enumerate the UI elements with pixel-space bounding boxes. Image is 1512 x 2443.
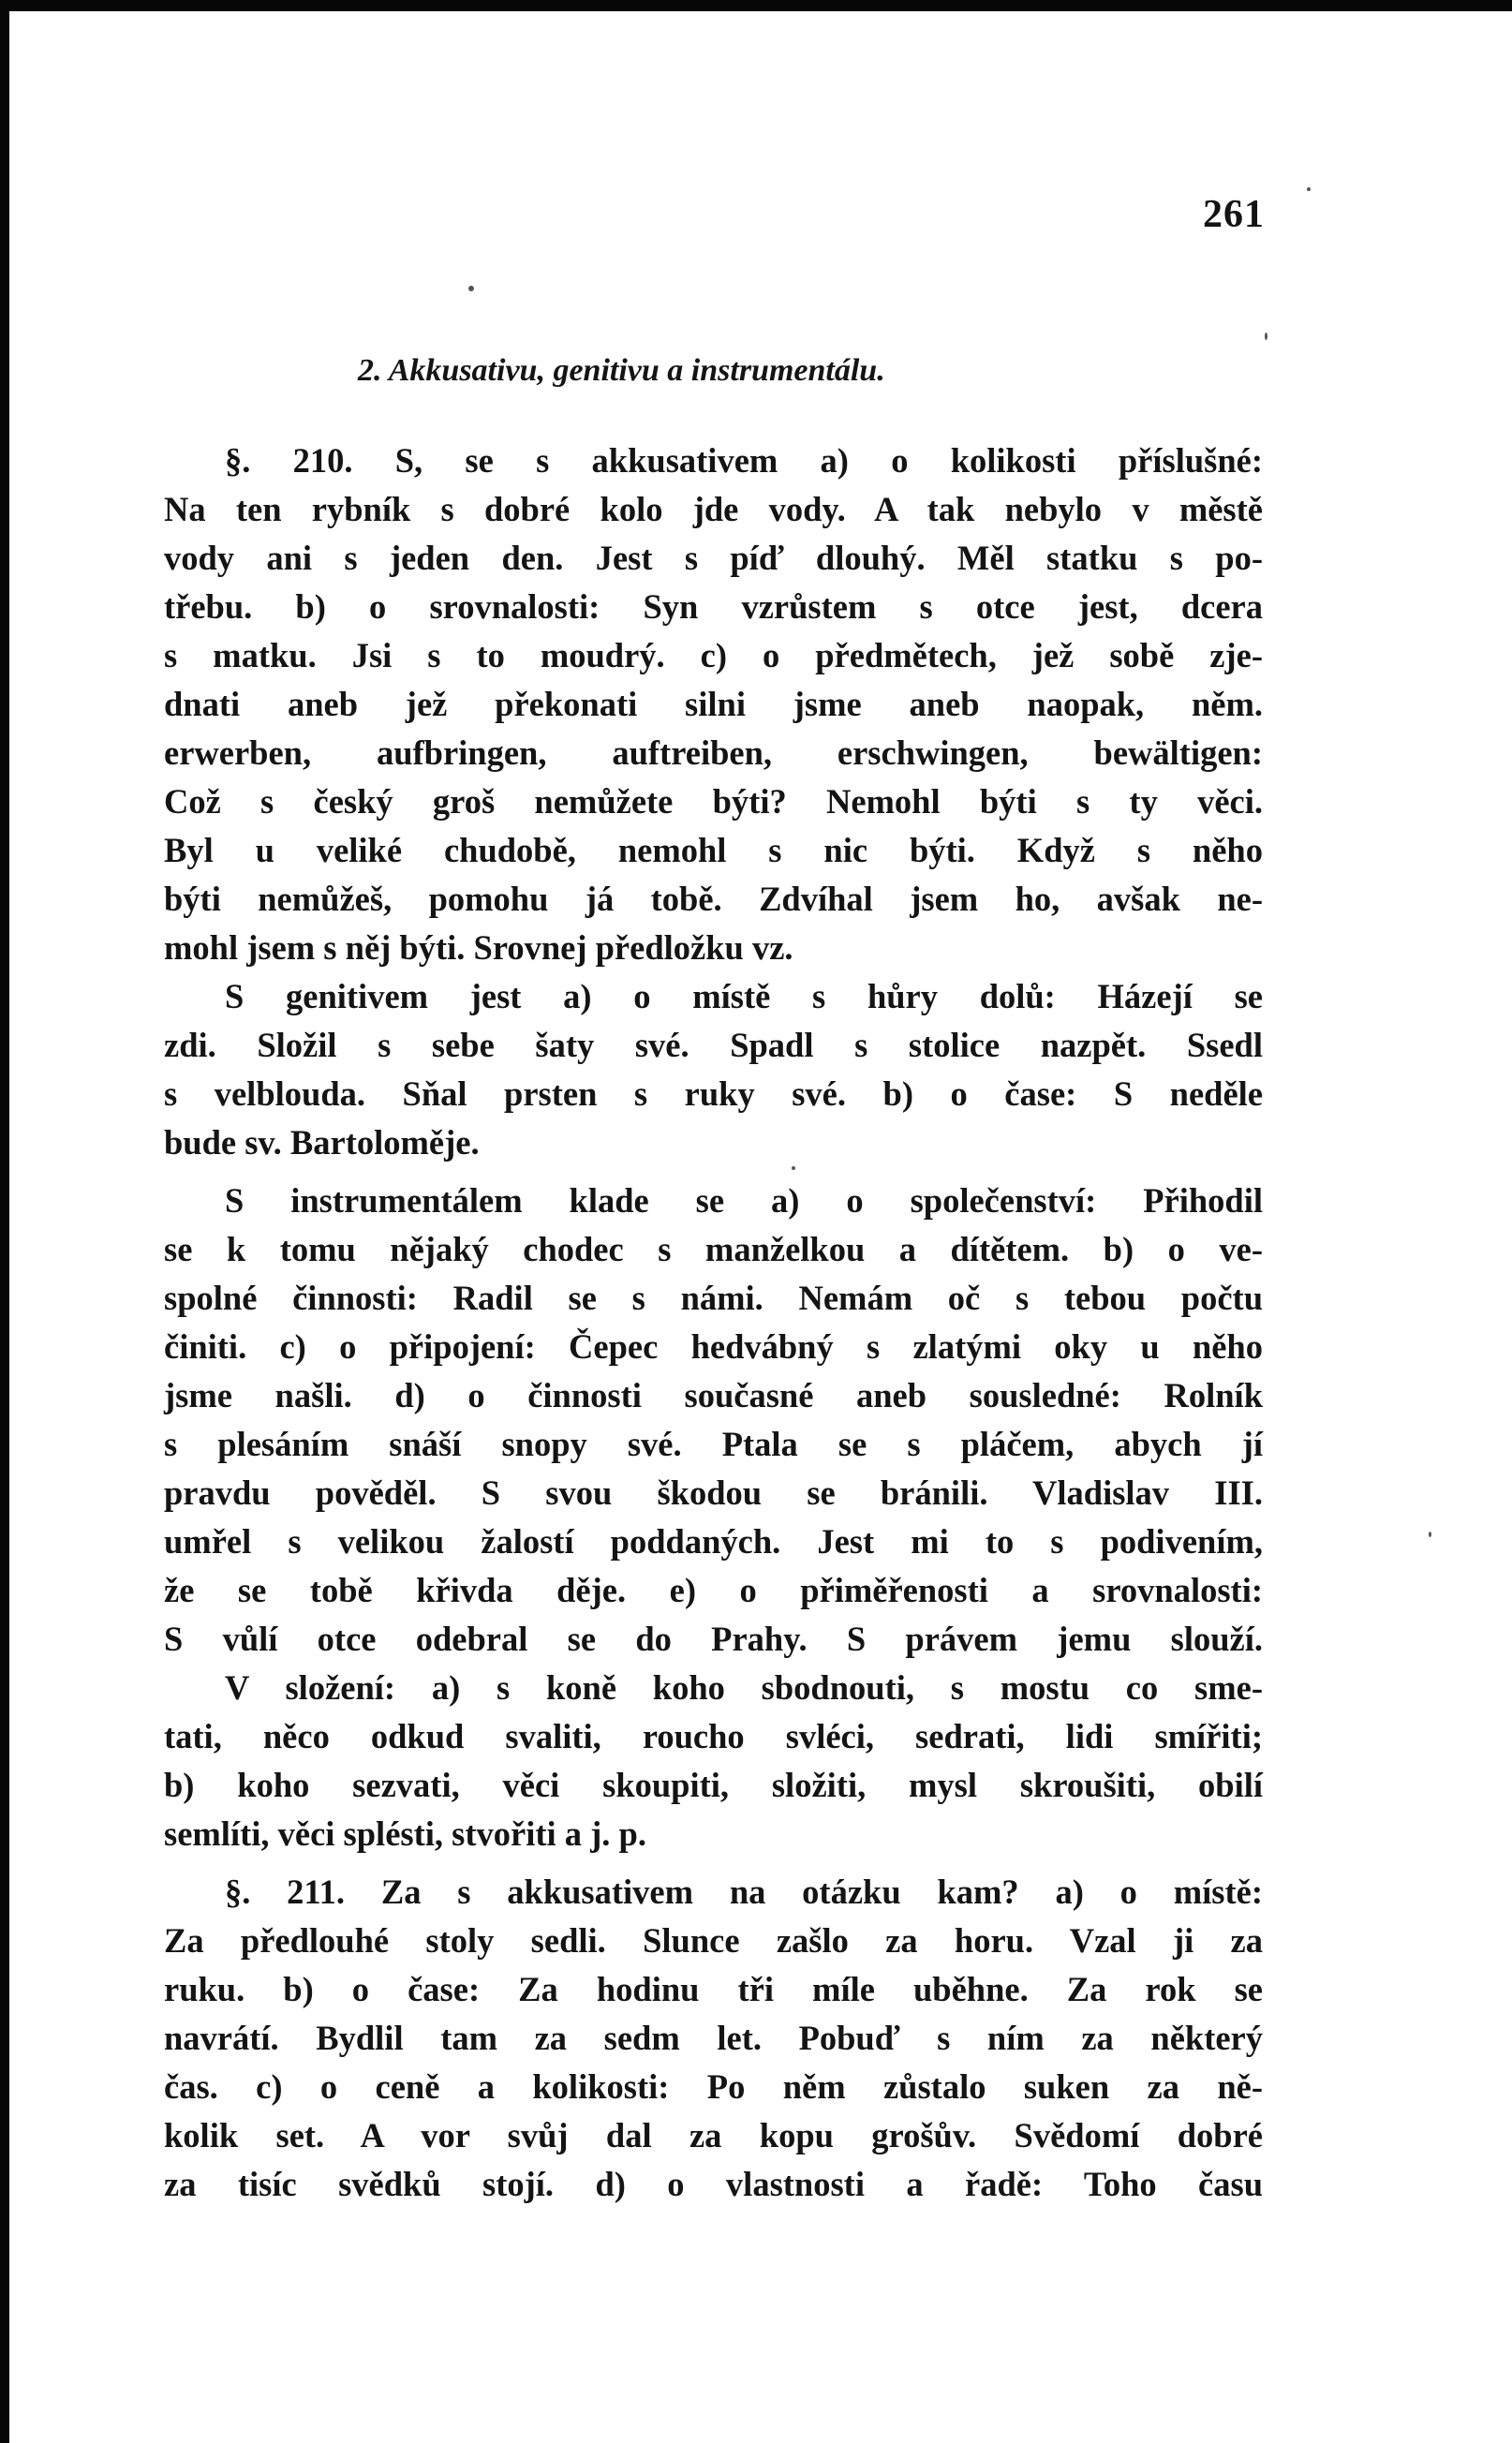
text-line: s velblouda. Sňal prsten s ruky své. b) o čase: S neděle [164, 1074, 1263, 1113]
text-line: se k tomu nějaký chodec s manželkou a dítětem. b) o ve- [164, 1230, 1263, 1268]
text-line: dnati aneb jež překonati silni jsme aneb naopak, něm. [164, 685, 1263, 723]
text-line: že se tobě křivda děje. e) o přiměřenosti a srovnalosti: [164, 1571, 1263, 1609]
text-line: čas. c) o ceně a kolikosti: Po něm zůstalo suken za ně- [164, 2067, 1263, 2106]
text-line: třebu. b) o srovnalosti: Syn vzrůstem s otce jest, dcera [164, 587, 1263, 626]
text-line: S genitivem jest a) o místě s hůry dolů: Házejí se [225, 977, 1263, 1015]
page-number: 261 [1203, 193, 1265, 236]
text-line: Za předlouhé stoly sedli. Slunce zašlo za horu. Vzal ji za [164, 1921, 1263, 1960]
text-line: §. 211. Za s akkusativem na otázku kam? a) o místě: [225, 1873, 1263, 1911]
text-line: zdi. Složil s sebe šaty své. Spadl s stolice nazpět. Ssedl [164, 1026, 1263, 1064]
scan-border-left [0, 0, 9, 2443]
text-line: s plesáním snáší snopy své. Ptala se s pláčem, abych jí [164, 1425, 1263, 1463]
text-line: umřel s velikou žalostí poddaných. Jest mi to s podivením, [164, 1522, 1263, 1561]
text-line: bude sv. Bartoloměje. [164, 1123, 480, 1162]
text-line: Byl u veliké chudobě, nemohl s nic býti. Když s něho [164, 831, 1263, 869]
text-line: V složení: a) s koně koho sbodnouti, s mostu co sme- [225, 1668, 1263, 1707]
text-line: činiti. c) o připojení: Čepec hedvábný s zlatými oky u něho [164, 1327, 1263, 1366]
text-line: spolné činnosti: Radil se s námi. Nemám oč s tebou počtu [164, 1279, 1263, 1317]
text-line: navrátí. Bydlil tam za sedm let. Pobuď s ním za některý [164, 2019, 1263, 2057]
scan-border-top [0, 0, 1512, 11]
text-line: §. 210. S, se s akkusativem a) o kolikosti příslušné: [225, 441, 1263, 480]
text-line: semlíti, věci splésti, stvořiti a j. p. [164, 1814, 646, 1853]
text-line: za tisíc svědků stojí. d) o vlastnosti a řadě: Toho času [164, 2165, 1263, 2203]
text-line: s matku. Jsi s to moudrý. c) o předmětech, jež sobě zje- [164, 636, 1263, 674]
text-line: pravdu pověděl. S svou škodou se bránili. Vladislav III. [164, 1473, 1263, 1512]
text-line: vody ani s jeden den. Jest s píď dlouhý. Měl statku s po- [164, 539, 1263, 577]
text-line: tati, něco odkud svaliti, roucho svléci, sedrati, lidi smířiti; [164, 1717, 1263, 1755]
text-line: býti nemůžeš, pomohu já tobě. Zdvíhal jsem ho, avšak ne- [164, 880, 1263, 918]
text-line: mohl jsem s něj býti. Srovnej předložku vz. [164, 928, 793, 967]
text-line: Což s český groš nemůžete býti? Nemohl býti s ty věci. [164, 782, 1263, 821]
scan-speck [468, 286, 474, 291]
text-line: kolik set. A vor svůj dal za kopu grošův. Svědomí dobré [164, 2116, 1263, 2154]
scan-speck [1429, 1532, 1431, 1537]
section-heading: 2. Akkusativu, genitivu a instrumentálu. [358, 353, 885, 388]
text-line: ruku. b) o čase: Za hodinu tři míle uběhne. Za rok se [164, 1970, 1263, 2008]
scan-speck [1307, 187, 1311, 191]
scan-speck [792, 1166, 795, 1170]
scan-speck [1265, 333, 1267, 340]
text-line: S vůlí otce odebral se do Prahy. S právem jemu slouží. [164, 1620, 1263, 1658]
text-line: Na ten rybník s dobré kolo jde vody. A tak nebylo v městě [164, 490, 1263, 528]
text-line: jsme našli. d) o činnosti současné aneb sousledné: Rolník [164, 1376, 1263, 1414]
text-line: b) koho sezvati, věci skoupiti, složiti, mysl skroušiti, obilí [164, 1766, 1263, 1804]
text-line: erwerben, aufbringen, auftreiben, erschwingen, bewältigen: [164, 733, 1263, 772]
text-line: S instrumentálem klade se a) o společenství: Přihodil [225, 1181, 1263, 1220]
